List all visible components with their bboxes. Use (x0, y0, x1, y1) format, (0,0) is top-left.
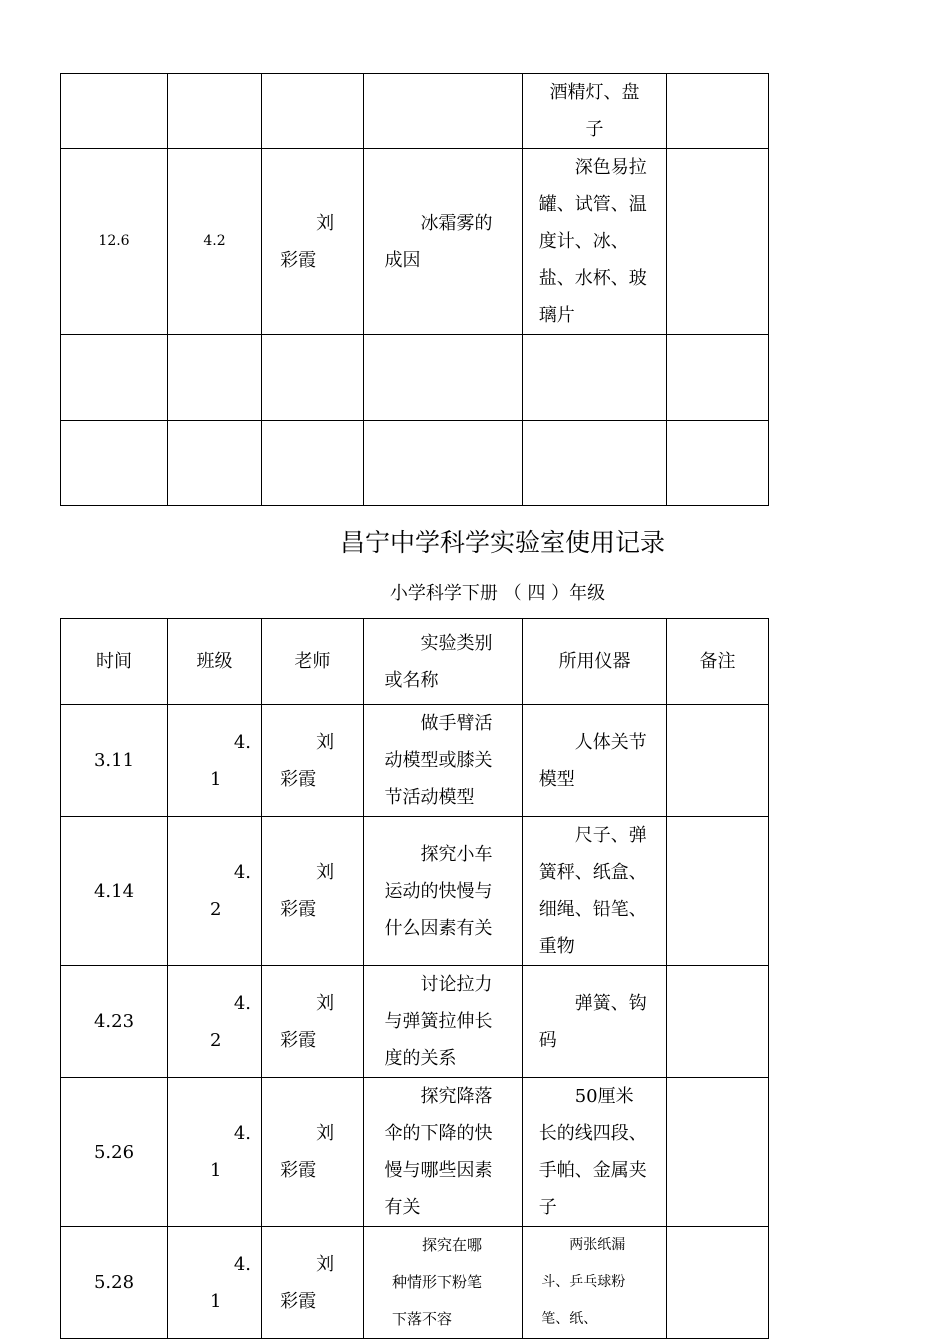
experiment-cell (364, 1227, 523, 1339)
instruments-text: 尺子、弹簧秤、纸盒、细绳、铅笔、重物 (538, 825, 647, 957)
experiment-text: 探究降落伞的下降的快慢与哪些因素有关 (384, 1086, 493, 1218)
class-number: 1 (210, 1160, 222, 1181)
instruments-cell (523, 966, 667, 1078)
instruments-cell (523, 705, 667, 817)
instruments-text: 深色易拉罐、试管、温度计、冰、盐、水杯、玻璃片 (538, 157, 647, 326)
class-cell (168, 74, 262, 149)
note-cell (667, 705, 769, 817)
class-cell (168, 817, 262, 966)
class-cell (168, 1227, 262, 1339)
date-cell: 12.6 (61, 149, 168, 335)
class-number: 2 (210, 899, 222, 920)
table-row (61, 74, 769, 149)
note-cell (667, 1078, 769, 1227)
class-cell: 4.2 (168, 149, 262, 335)
teacher-text: 刘彩霞 (280, 1123, 335, 1181)
experiment-cell (364, 1078, 523, 1227)
instruments-cell (523, 1227, 667, 1339)
table-row (61, 966, 769, 1078)
teacher-text: 刘彩霞 (280, 212, 335, 271)
header-instruments: 所用仪器 (523, 619, 667, 705)
class-number: 2 (210, 1029, 222, 1051)
experiment-cell (364, 74, 523, 149)
teacher-cell (262, 74, 364, 149)
date-cell (61, 74, 168, 149)
experiment-text: 讨论拉力与弹簧拉伸长度的关系 (384, 974, 493, 1069)
note-cell (667, 74, 769, 149)
instruments-text: 弹簧、钩码 (538, 992, 647, 1051)
teacher-text: 刘彩霞 (280, 1253, 335, 1312)
usage-table-continued (60, 73, 769, 506)
experiment-text: 探究在哪种情形下粉笔下落不容 (392, 1236, 483, 1328)
table-row (61, 149, 769, 335)
class-number: 1 (210, 768, 222, 790)
note-cell (667, 817, 769, 966)
header-note: 备注 (667, 619, 769, 705)
instruments-cell (523, 74, 667, 149)
header-experiment (364, 619, 523, 705)
instruments-text: 酒精灯、盘子 (549, 82, 640, 140)
class-grade: 4. (233, 731, 251, 753)
teacher-text: 刘彩霞 (280, 992, 335, 1051)
teacher-text: 刘彩霞 (280, 731, 335, 790)
class-cell (168, 1078, 262, 1227)
class-grade: 4. (233, 862, 251, 883)
header-experiment-text: 实验类别或名称 (384, 632, 493, 691)
teacher-cell (262, 966, 364, 1078)
note-cell (667, 149, 769, 335)
table-row (61, 335, 769, 421)
experiment-cell (364, 817, 523, 966)
class-grade: 4. (233, 1123, 251, 1144)
class-cell (168, 966, 262, 1078)
header-date: 时间 (61, 619, 168, 705)
usage-record-table (60, 618, 769, 1339)
experiment-cell (364, 149, 523, 335)
date-cell: 5.28 (61, 1227, 168, 1339)
class-grade: 4. (233, 1253, 251, 1275)
teacher-cell (262, 817, 364, 966)
table-row (61, 1078, 769, 1227)
page-title: 昌宁中学科学实验室使用记录 (339, 528, 665, 557)
date-cell: 3.11 (61, 705, 168, 817)
teacher-cell (262, 1078, 364, 1227)
teacher-cell (262, 149, 364, 335)
table-row (61, 705, 769, 817)
table-row (61, 1227, 769, 1339)
date-cell: 5.26 (61, 1078, 168, 1227)
header-class: 班级 (168, 619, 262, 705)
teacher-cell (262, 1227, 364, 1339)
header-row (61, 619, 769, 705)
instruments-cell (523, 149, 667, 335)
experiment-text: 冰霜雾的成因 (384, 212, 493, 271)
page-subtitle: 小学科学下册 （ 四 ）年级 (389, 583, 606, 604)
experiment-text: 探究小车运动的快慢与什么因素有关 (384, 843, 493, 939)
note-cell (667, 1227, 769, 1339)
experiment-cell (364, 966, 523, 1078)
header-teacher: 老师 (262, 619, 364, 705)
note-cell (667, 966, 769, 1078)
instruments-cell (523, 1078, 667, 1227)
experiment-text: 做手臂活动模型或膝关节活动模型 (384, 713, 493, 808)
instruments-text: 人体关节模型 (538, 731, 647, 790)
instruments-text: 50厘米长的线四段、手帕、金属夹子 (538, 1086, 647, 1218)
instruments-cell (523, 817, 667, 966)
class-cell (168, 705, 262, 817)
class-grade: 4. (233, 992, 251, 1014)
instruments-text: 两张纸漏斗、乒乓球粉笔、纸、 (541, 1237, 626, 1327)
date-cell: 4.23 (61, 966, 168, 1078)
teacher-cell (262, 705, 364, 817)
table-row (61, 421, 769, 506)
teacher-text: 刘彩霞 (280, 862, 335, 920)
date-cell: 4.14 (61, 817, 168, 966)
class-number: 1 (210, 1290, 222, 1312)
experiment-cell (364, 705, 523, 817)
table-row (61, 817, 769, 966)
